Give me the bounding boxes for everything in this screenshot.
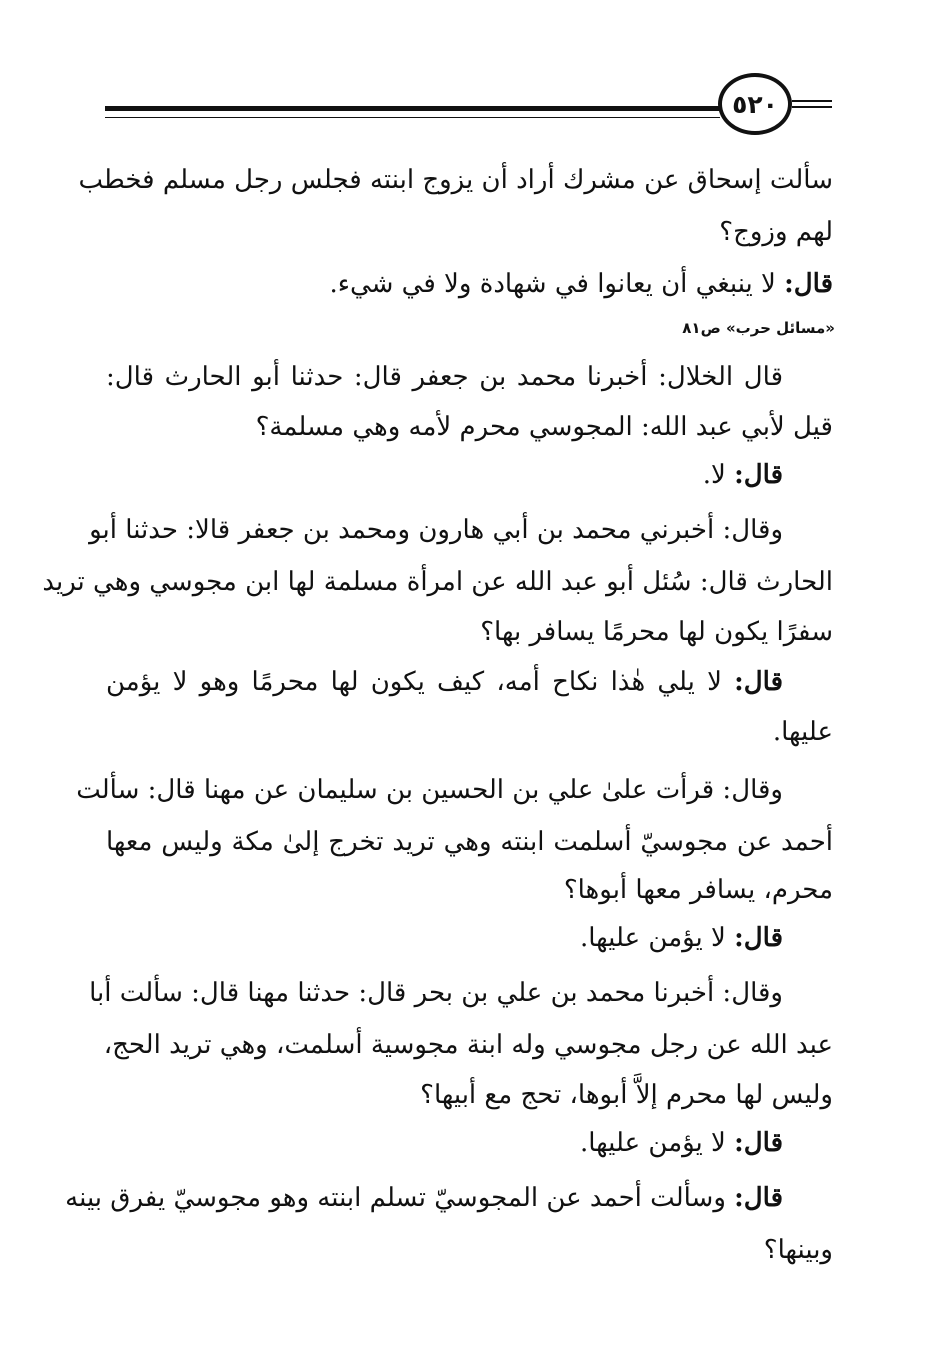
text-line bbox=[329, 264, 833, 304]
text-line: وقال: أخبرني محمد بن أبي هارون ومحمد بن جعفر قالا: حدثنا أبو bbox=[89, 515, 783, 545]
header-rule-right-bottom bbox=[792, 106, 832, 108]
text-line: وليس لها محرم إلاَّ أبوها، تحج مع أبيها؟ bbox=[420, 1080, 833, 1110]
qal-label: قال: bbox=[734, 460, 783, 490]
text-line-body: وسألت أحمد عن المجوسيّ تسلم ابنته وهو مجوسيّ يفرق بينه bbox=[65, 1183, 735, 1213]
text-line: وقال: أخبرنا محمد بن علي بن بحر قال: حدثنا مهنا قال: سألت أبا bbox=[89, 978, 783, 1008]
text-line: عليها. bbox=[772, 717, 833, 747]
text-line: محرم، يسافر معها أبوها؟ bbox=[563, 875, 833, 905]
qal-label: قال: bbox=[784, 269, 833, 299]
text-line bbox=[580, 918, 783, 958]
qal-label: قال: bbox=[734, 1128, 783, 1158]
text-line-body: لا ينبغي أن يعانوا في شهادة ولا في شيء. bbox=[329, 269, 785, 299]
header-rule-thin bbox=[105, 117, 720, 118]
header-rule-right-top bbox=[792, 100, 832, 102]
text-line: قيل لأبي عبد الله: المجوسي محرم لأمه وهي مسلمة؟ bbox=[255, 412, 833, 442]
header-rule-thick bbox=[105, 106, 720, 111]
text-line-body: لا يلي هٰذا نكاح أمه، كيف يكون لها محرمًا وهو لا يؤمن bbox=[106, 667, 735, 697]
text-line-body: لا يؤمن عليها. bbox=[580, 923, 735, 953]
text-line-body: لا. bbox=[702, 460, 735, 490]
text-line: وبينها؟ bbox=[763, 1235, 833, 1265]
text-line: سألت إسحاق عن مشرك أراد أن يزوج ابنته فجلس رجل مسلم فخطب bbox=[78, 165, 833, 195]
text-line: وقال: قرأت علىٰ علي بن الحسين بن سليمان عن مهنا قال: سألت bbox=[76, 775, 783, 805]
text-line bbox=[106, 662, 783, 702]
text-line: أحمد عن مجوسيّ أسلمت ابنته وهي تريد تخرج إلىٰ مكة وليس معها bbox=[106, 827, 833, 857]
text-line: عبد الله عن رجل مجوسي وله ابنة مجوسية أسلمت، وهي تريد الحج، bbox=[103, 1030, 833, 1060]
qal-label: قال: bbox=[734, 1183, 783, 1213]
qal-label: قال: bbox=[734, 923, 783, 953]
page-number: ٥٢٠ bbox=[732, 89, 778, 119]
qal-label: قال: bbox=[734, 667, 783, 697]
source-reference: «مسائل حرب» ص٨١ bbox=[682, 319, 835, 337]
text-line: سفرًا يكون لها محرمًا يسافر بها؟ bbox=[480, 617, 833, 647]
text-line bbox=[580, 1123, 783, 1163]
text-line: قال الخلال: أخبرنا محمد بن جعفر قال: حدثنا أبو الحارث قال: bbox=[106, 362, 783, 392]
text-line bbox=[703, 455, 783, 495]
text-line: الحارث قال: سُئل أبو عبد الله عن امرأة مسلمة لها ابن مجوسي وهي تريد bbox=[42, 567, 833, 597]
text-line-body: لا يؤمن عليها. bbox=[580, 1128, 735, 1158]
text-line: لهم وزوج؟ bbox=[719, 217, 833, 247]
text-line bbox=[65, 1178, 783, 1218]
page-number-badge bbox=[718, 73, 792, 135]
